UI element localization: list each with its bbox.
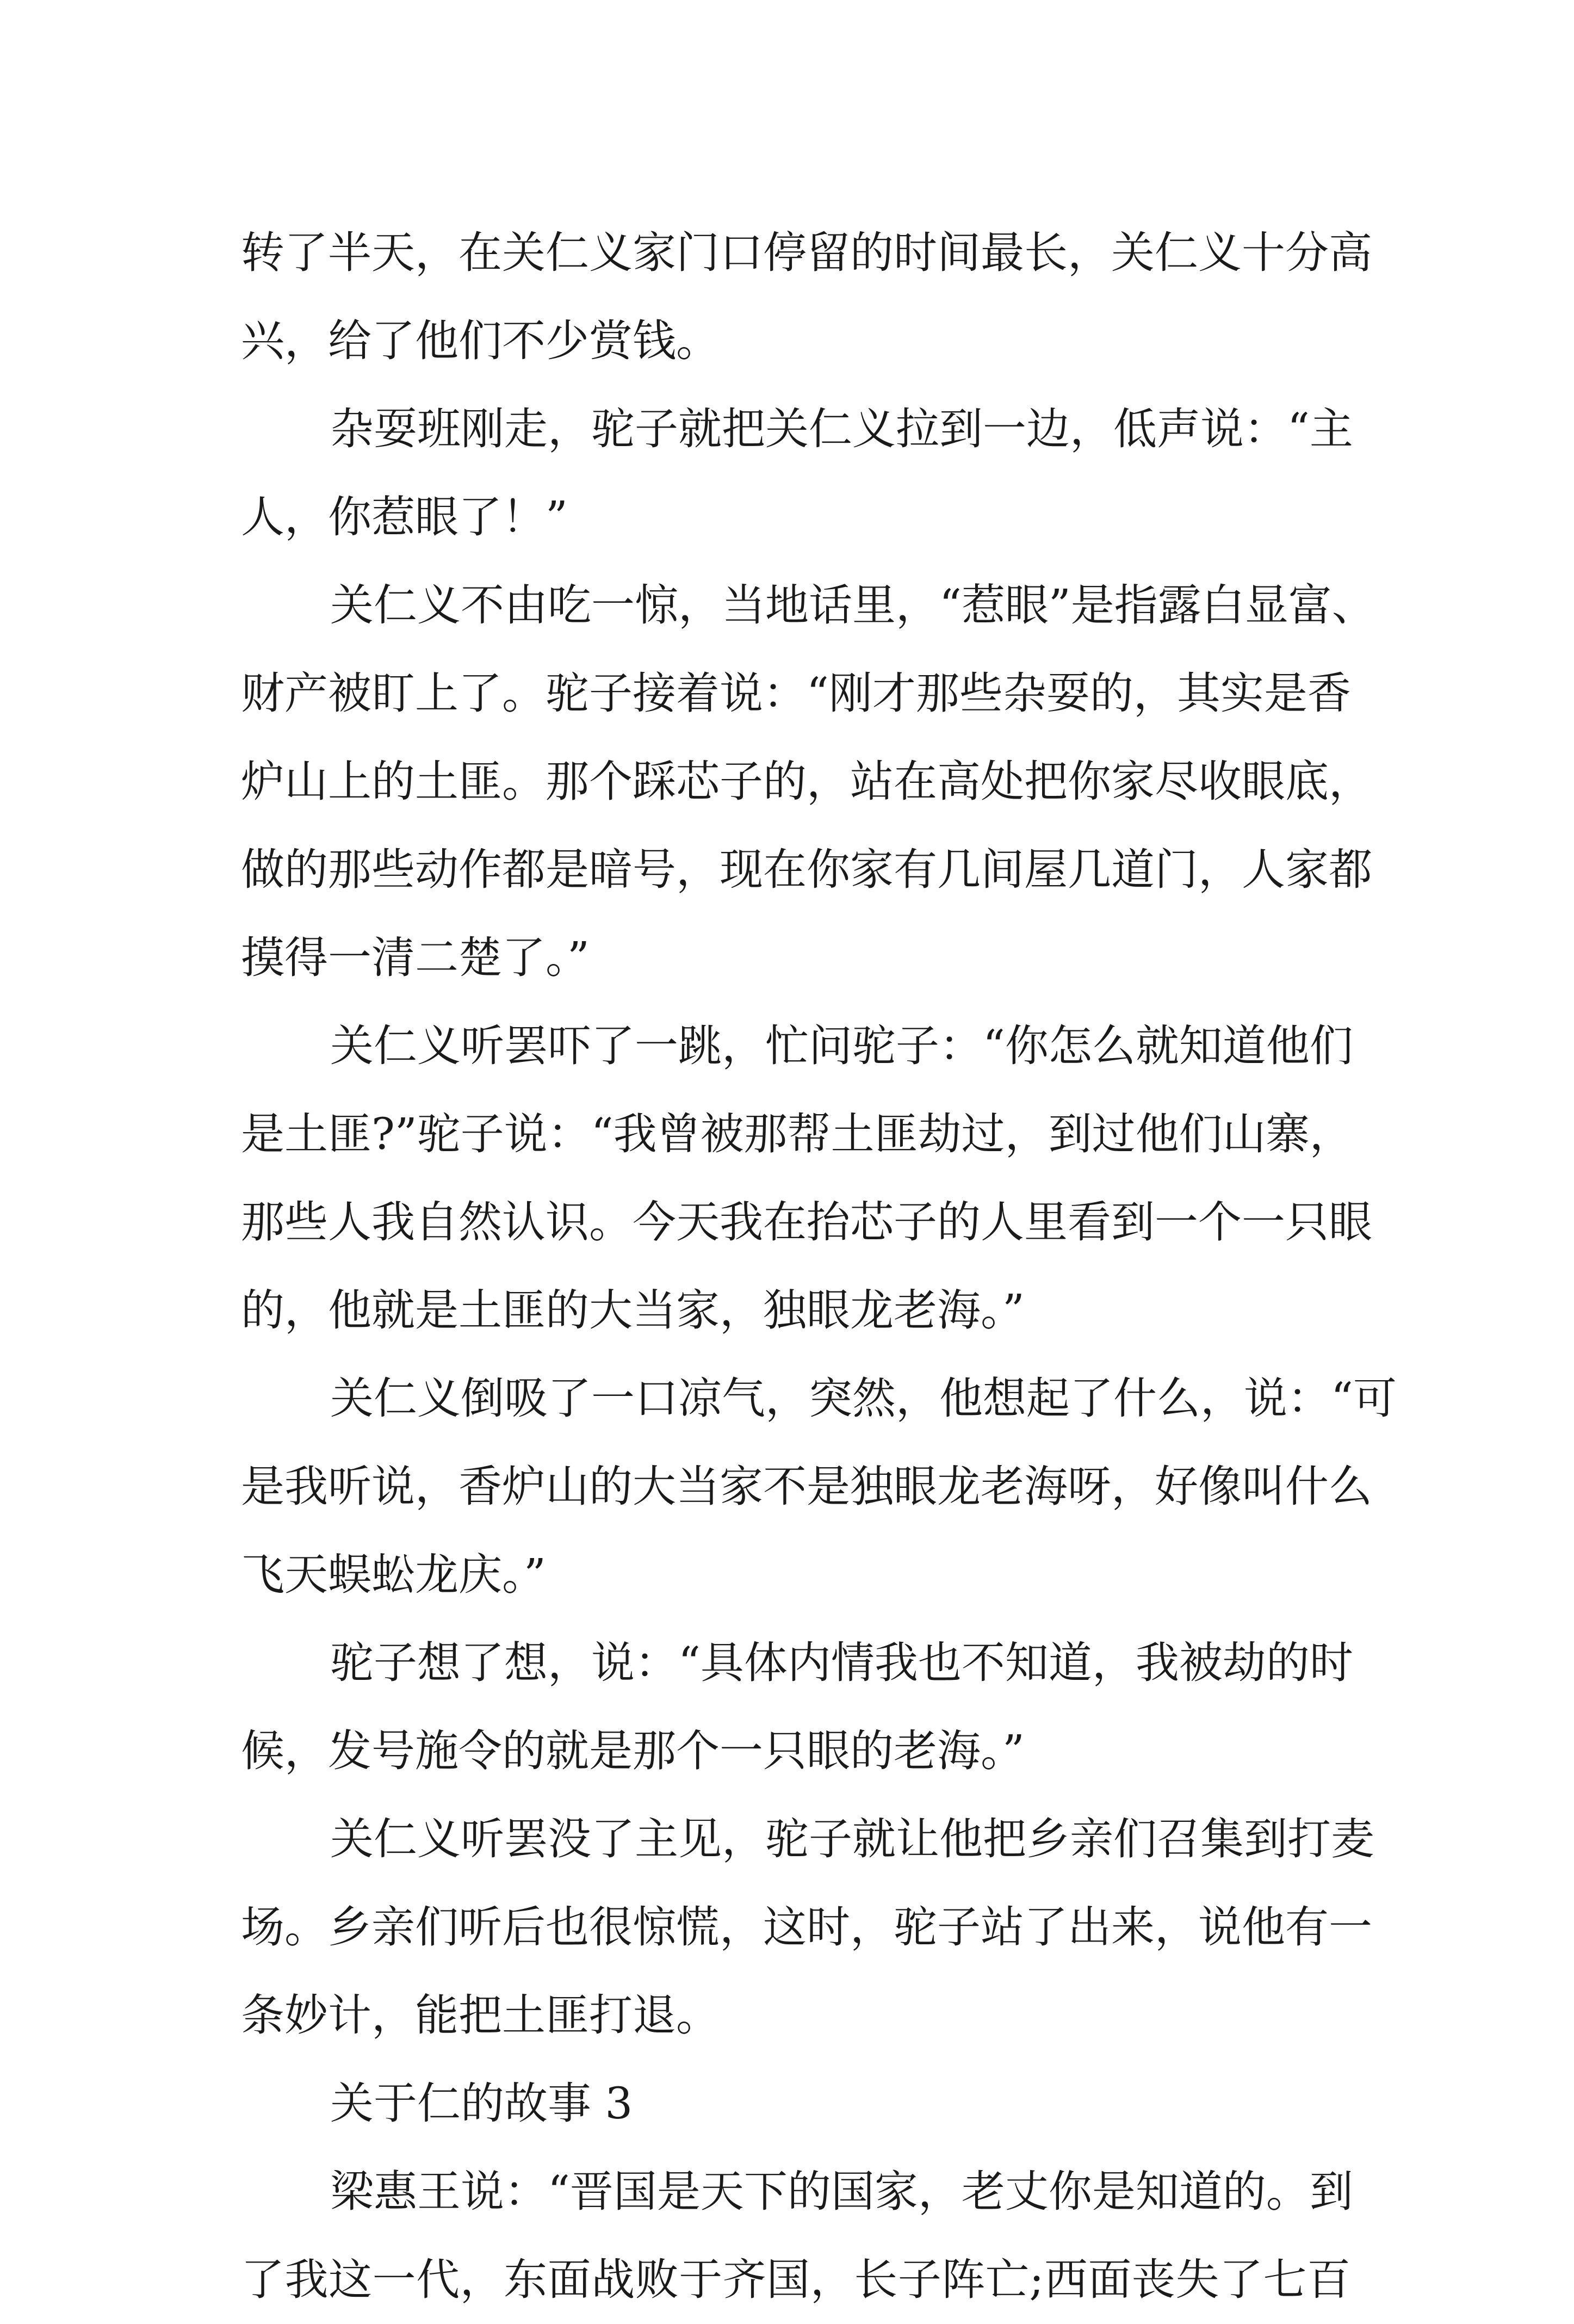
- text-line: 关仁义听罢吓了一跳，忙问驼子：“你怎么就知道他们: [330, 1021, 1353, 1071]
- text-line: 炉山上的土匪。那个踩芯子的，站在高处把你家尽收眼底，: [241, 756, 1372, 807]
- text-line: 兴，给了他们不少赏钱。: [241, 316, 720, 366]
- text-line: 关仁义听罢没了主见，驼子就让他把乡亲们召集到打麦: [330, 1814, 1374, 1864]
- paragraph: [241, 1355, 1397, 1619]
- text-line: 人，你惹眼了！”: [241, 492, 568, 542]
- text-line: 关仁义不由吃一惊，当地话里，“惹眼”是指露白显富、: [330, 580, 1375, 631]
- paragraph: [241, 1795, 1374, 2060]
- text-line: 杂耍班刚走，驼子就把关仁义拉到一边，低声说：“主: [330, 404, 1353, 454]
- text-line: 场。乡亲们听后也很惊慌，这时，驼子站了出来，说他有一: [241, 1902, 1372, 1952]
- paragraph: [241, 2148, 1353, 2324]
- text-line: 是土匪?”驼子说：“我曾被那帮土匪劫过，到过他们山寨，: [241, 1109, 1353, 1159]
- text-line: 关仁义倒吸了一口凉气，突然，他想起了什么，说：“可: [330, 1373, 1397, 1424]
- text-line: 了我这一代，东面战败于齐国，长子阵亡;西面丧失了七百: [241, 2254, 1350, 2305]
- text-line: 梁惠王说：“晋国是天下的国家，老丈你是知道的。到: [330, 2166, 1353, 2217]
- paragraph: [241, 1002, 1372, 1355]
- paragraph: [241, 2060, 1350, 2148]
- document-body: [241, 209, 1397, 2324]
- text-line: 摸得一清二楚了。”: [241, 932, 590, 983]
- text-line: 候，发号施令的就是那个一只眼的老海。”: [241, 1726, 1025, 1776]
- text-line: 是我听说，香炉山的大当家不是独眼龙老海呀，好像叫什么: [241, 1461, 1372, 1512]
- paragraph: [241, 209, 1372, 385]
- text-line: 那些人我自然认识。今天我在抬芯子的人里看到一个一只眼: [241, 1197, 1372, 1247]
- text-line: 关于仁的故事 3: [330, 2078, 633, 2129]
- text-line: 做的那些动作都是暗号，现在你家有几间屋几道门，人家都: [241, 844, 1372, 895]
- text-line: 的，他就是土匪的大当家，独眼龙老海。”: [241, 1285, 1025, 1336]
- text-line: 飞天蜈蚣龙庆。”: [241, 1549, 546, 1600]
- text-line: 转了半天，在关仁义家门口停留的时间最长，关仁义十分高: [241, 227, 1372, 278]
- text-line: 条妙计，能把土匪打退。: [241, 1990, 720, 2041]
- paragraph: [241, 1619, 1353, 1795]
- text-line: 驼子想了想，说：“具体内情我也不知道，我被劫的时: [330, 1637, 1353, 1688]
- text-line: 财产被盯上了。驼子接着说：“刚才那些杂耍的，其实是香: [241, 668, 1351, 719]
- paragraph: [241, 385, 1353, 561]
- paragraph: [241, 561, 1375, 1002]
